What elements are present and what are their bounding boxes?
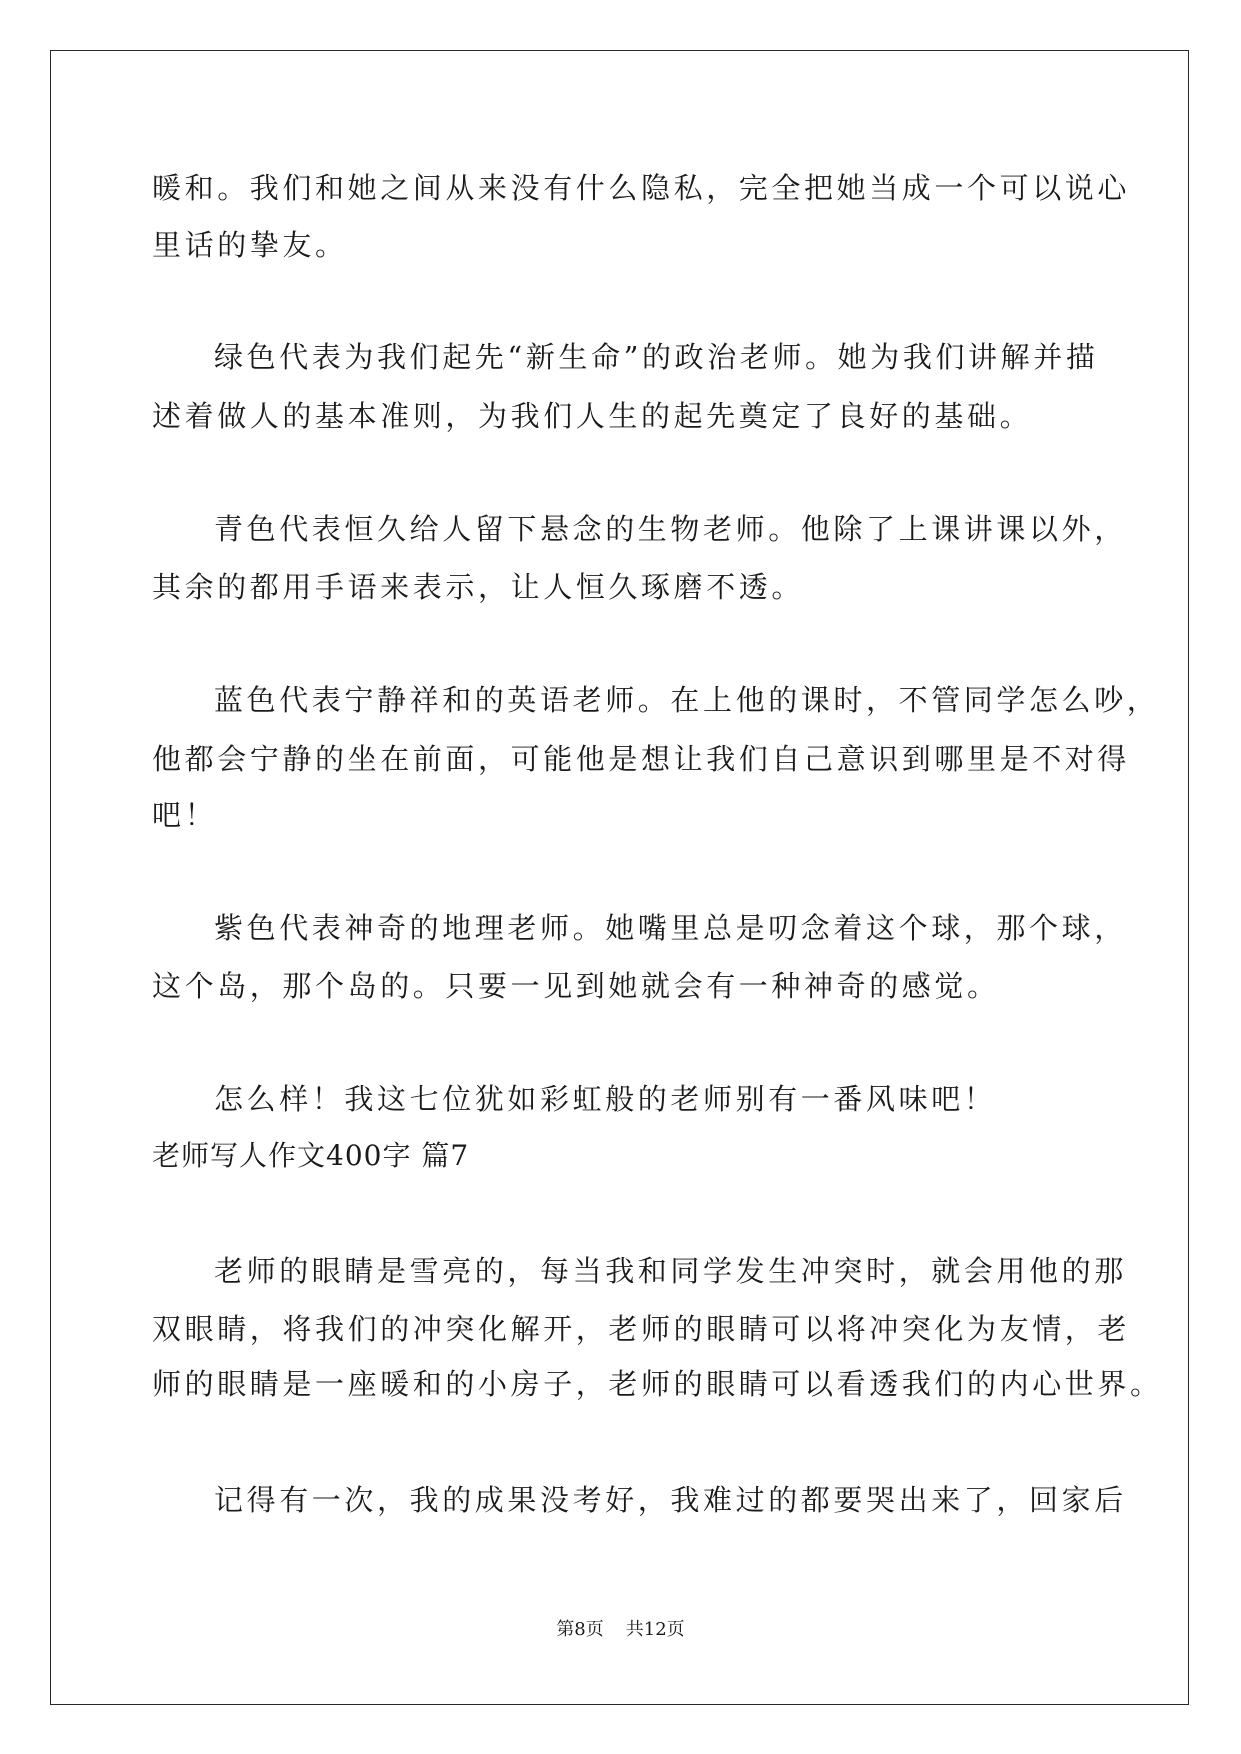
text-line: 双眼睛，将我们的冲突化解开，老师的眼睛可以将冲突化为友情，老 [152, 1312, 1131, 1346]
paragraph-start-line: 怎么样！我这七位犹如彩虹般的老师别有一番风味吧！ [214, 1082, 997, 1116]
page-number: 第8页 [556, 1619, 604, 1640]
paragraph-start-line: 青色代表恒久给人留下悬念的生物老师。他除了上课讲课以外， [214, 512, 1127, 546]
text-line: 吧！ [152, 798, 218, 832]
page-footer [0, 1619, 1241, 1641]
text-line: 里话的挚友。 [152, 228, 348, 262]
paragraph-start-line: 蓝色代表宁静祥和的英语老师。在上他的课时，不管同学怎么吵， [214, 683, 1160, 717]
text-line: 他都会宁静的坐在前面，可能他是想让我们自己意识到哪里是不对得 [152, 742, 1131, 776]
page-total: 共12页 [625, 1619, 685, 1640]
text-line: 暖和。我们和她之间从来没有什么隐私，完全把她当成一个可以说心 [152, 171, 1131, 205]
text-line: 师的眼睛是一座暖和的小房子，老师的眼睛可以看透我们的内心世界。 [152, 1367, 1163, 1401]
text-line: 述着做人的基本准则，为我们人生的起先奠定了良好的基础。 [152, 399, 1033, 433]
paragraph-start-line: 老师的眼睛是雪亮的，每当我和同学发生冲突时，就会用他的那 [214, 1254, 1127, 1288]
paragraph-start-line: 绿色代表为我们起先“新生命”的政治老师。她为我们讲解并描 [214, 340, 1099, 374]
page-border [50, 50, 1189, 1705]
text-line: 其余的都用手语来表示，让人恒久琢磨不透。 [152, 570, 805, 604]
paragraph-start-line: 记得有一次，我的成果没考好，我难过的都要哭出来了，回家后 [214, 1483, 1127, 1517]
text-line: 这个岛，那个岛的。只要一见到她就会有一种神奇的感觉。 [152, 969, 1000, 1003]
paragraph-start-line: 紫色代表神奇的地理老师。她嘴里总是叨念着这个球，那个球， [214, 911, 1127, 945]
section-heading: 老师写人作文400字 篇7 [152, 1139, 470, 1172]
